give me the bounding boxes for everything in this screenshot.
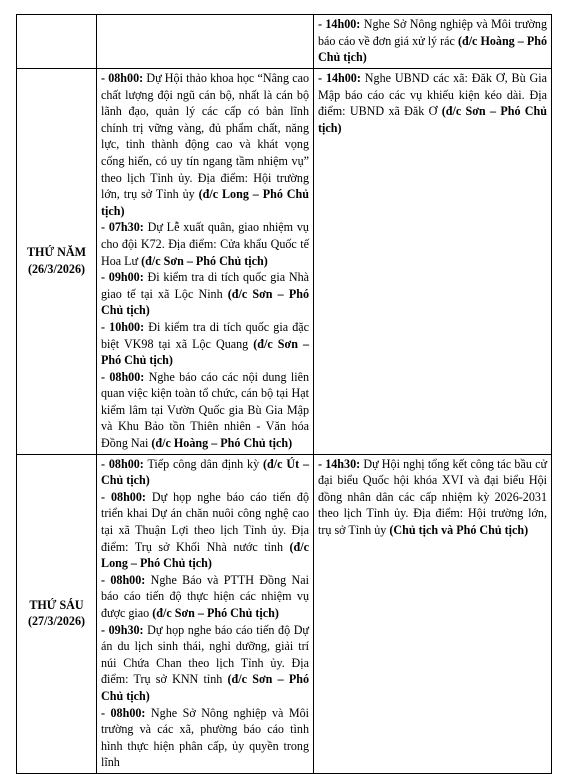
schedule-entry (318, 456, 547, 539)
entry-time: - 08h00: (101, 456, 144, 471)
entry-person: (đ/c Long – Phó Chủ tịch) (101, 187, 309, 218)
afternoon-cell (314, 454, 552, 773)
entry-time: - 08h00: (101, 705, 146, 720)
entry-person: (đ/c Sơn – Phó Chủ tịch) (141, 253, 268, 268)
entry-time: - 14h00: (318, 17, 361, 31)
entry-time: - 08h00: (101, 572, 146, 587)
entry-time: - 09h00: (101, 270, 144, 285)
entry-time: - 14h00: (318, 71, 361, 85)
afternoon-cell (314, 15, 552, 69)
entry-text: Nghe UBND các xã: Đăk Ơ, Bù Gia Mập báo cáo các vụ khiếu kiện kéo dài. Địa điểm: UBND xã Đăk Ơ (318, 71, 547, 119)
day-name: THỨ SÁU (29, 597, 84, 612)
schedule-row (17, 15, 552, 69)
entry-text: Nghe Sở Nông nghiệp và Môi trường báo cáo về đơn giá xử lý rác (318, 17, 547, 48)
schedule-entry (101, 622, 309, 705)
entry-text: Dự họp nghe báo cáo tiến độ Dự án du lịch sinh thái, nghỉ dưỡng, giải trí núi Chứa Chan theo lịch Tỉnh ủy. Địa điểm: Trụ sở KNN tỉnh (101, 622, 309, 687)
day-date: (26/3/2026) (27, 261, 86, 276)
entry-text: Đi kiểm tra di tích quốc gia Nhà giao tế tại xã Lộc Ninh (101, 270, 309, 301)
schedule-entry (101, 319, 309, 369)
entry-person: (đ/c Sơn – Phó Chủ tịch) (318, 104, 547, 135)
entry-person: (đ/c Hoàng – Phó Chủ tịch) (318, 33, 547, 65)
entry-text: Dự Hội nghị tổng kết công tác bầu cử đại biểu Quốc hội khóa XVI và đại biểu Hội đồng nhân dân các cấp nhiệm kỳ 2026-2031 theo lịch Tỉnh ủy. Địa điểm: Hội trường lớn, trụ sở Tỉnh ủy (318, 456, 547, 538)
entry-time: - 07h30: (101, 220, 144, 235)
entry-person: (đ/c Long – Phó Chủ tịch) (101, 539, 309, 571)
entry-text: Tiếp công dân định kỳ (143, 456, 263, 471)
schedule-table (16, 14, 552, 774)
schedule-entry (101, 70, 309, 219)
day-cell (17, 15, 97, 69)
schedule-entry (318, 16, 547, 66)
schedule-row (17, 454, 552, 773)
schedule-entry (101, 572, 309, 622)
schedule-entry (101, 705, 309, 771)
schedule-entry (101, 219, 309, 269)
schedule-entry (101, 456, 309, 489)
entry-text: Đi kiểm tra di tích quốc gia đặc biệt VK98 tại xã Lộc Quang (101, 319, 309, 351)
entry-time: - 10h00: (101, 319, 145, 334)
entry-text: Dự họp nghe báo cáo tiến độ triển khai Dự án chăn nuôi công nghệ cao tại xã Thuận Lợi theo lịch Tỉnh ủy. Địa điểm: Trụ sở Khối Nhà nước tỉnh (101, 489, 309, 554)
entry-time: - 08h00: (101, 369, 145, 384)
day-cell (17, 69, 97, 455)
schedule-entry (101, 369, 309, 452)
morning-cell (97, 69, 314, 455)
entry-time: - 08h00: (101, 489, 146, 504)
morning-cell (97, 15, 314, 69)
entry-person: (đ/c Sơn – Phó Chủ tịch) (101, 286, 309, 318)
schedule-row (17, 69, 552, 455)
entry-person: (đ/c Sơn – Phó Chủ tịch) (101, 336, 309, 368)
entry-time: - 08h00: (101, 71, 144, 85)
schedule-entry (101, 269, 309, 319)
afternoon-cell (314, 69, 552, 455)
entry-person: (đ/c Út – Chủ tịch) (101, 456, 309, 488)
entry-person: (đ/c Sơn – Phó Chủ tịch) (101, 672, 309, 703)
schedule-entry (101, 489, 309, 572)
entry-person: (đ/c Hoàng – Phó Chủ tịch) (151, 436, 293, 451)
schedule-entry (318, 70, 547, 136)
entry-text: Nghe Sở Nông nghiệp và Môi trường và các xã, phường báo cáo tình hình thực hiện phân cấp, ủy quyền trong lĩnh (101, 705, 309, 770)
entry-person: (Chủ tịch và Phó Chủ tịch) (389, 523, 529, 538)
entry-text: Dự Hội thảo khoa học “Nâng cao chất lượng đội ngũ cán bộ, nhất là cán bộ lãnh đạo, quản lý các cấp có bản lĩnh chính trị vững vàng, đủ phẩm chất, năng lực, tinh thành động cao và khát vọng cống hiến, có uy tín ngang tầm nhiệm vụ” theo lịch Tỉnh ủy. Địa điểm: Hội trường lớn, trụ sở Tỉnh ủy (101, 71, 309, 202)
entry-text: Dự Lễ xuất quân, giao nhiệm vụ cho đội K72. Địa điểm: Cửa khẩu Quốc tế Hoa Lư (101, 220, 309, 268)
entry-text: Nghe báo cáo các nội dung liên quan việc kiện toàn tổ chức, cán bộ tại Hạt kiểm lâm tại Vườn Quốc gia Bù Gia Mập và Khu Bảo tồn Thiên nhiên - Văn hóa Đồng Nai (101, 369, 309, 451)
entry-text: Nghe Báo và PTTH Đồng Nai báo cáo tiến độ thực hiện các nhiệm vụ được giao (101, 572, 309, 620)
entry-time: - 14h30: (318, 456, 361, 471)
entry-time: - 09h30: (101, 622, 144, 637)
entry-person: (đ/c Sơn – Phó Chủ tịch) (152, 606, 279, 620)
day-cell (17, 454, 97, 773)
morning-cell (97, 454, 314, 773)
day-date: (27/3/2026) (27, 614, 86, 629)
day-name: THỨ NĂM (26, 245, 86, 260)
